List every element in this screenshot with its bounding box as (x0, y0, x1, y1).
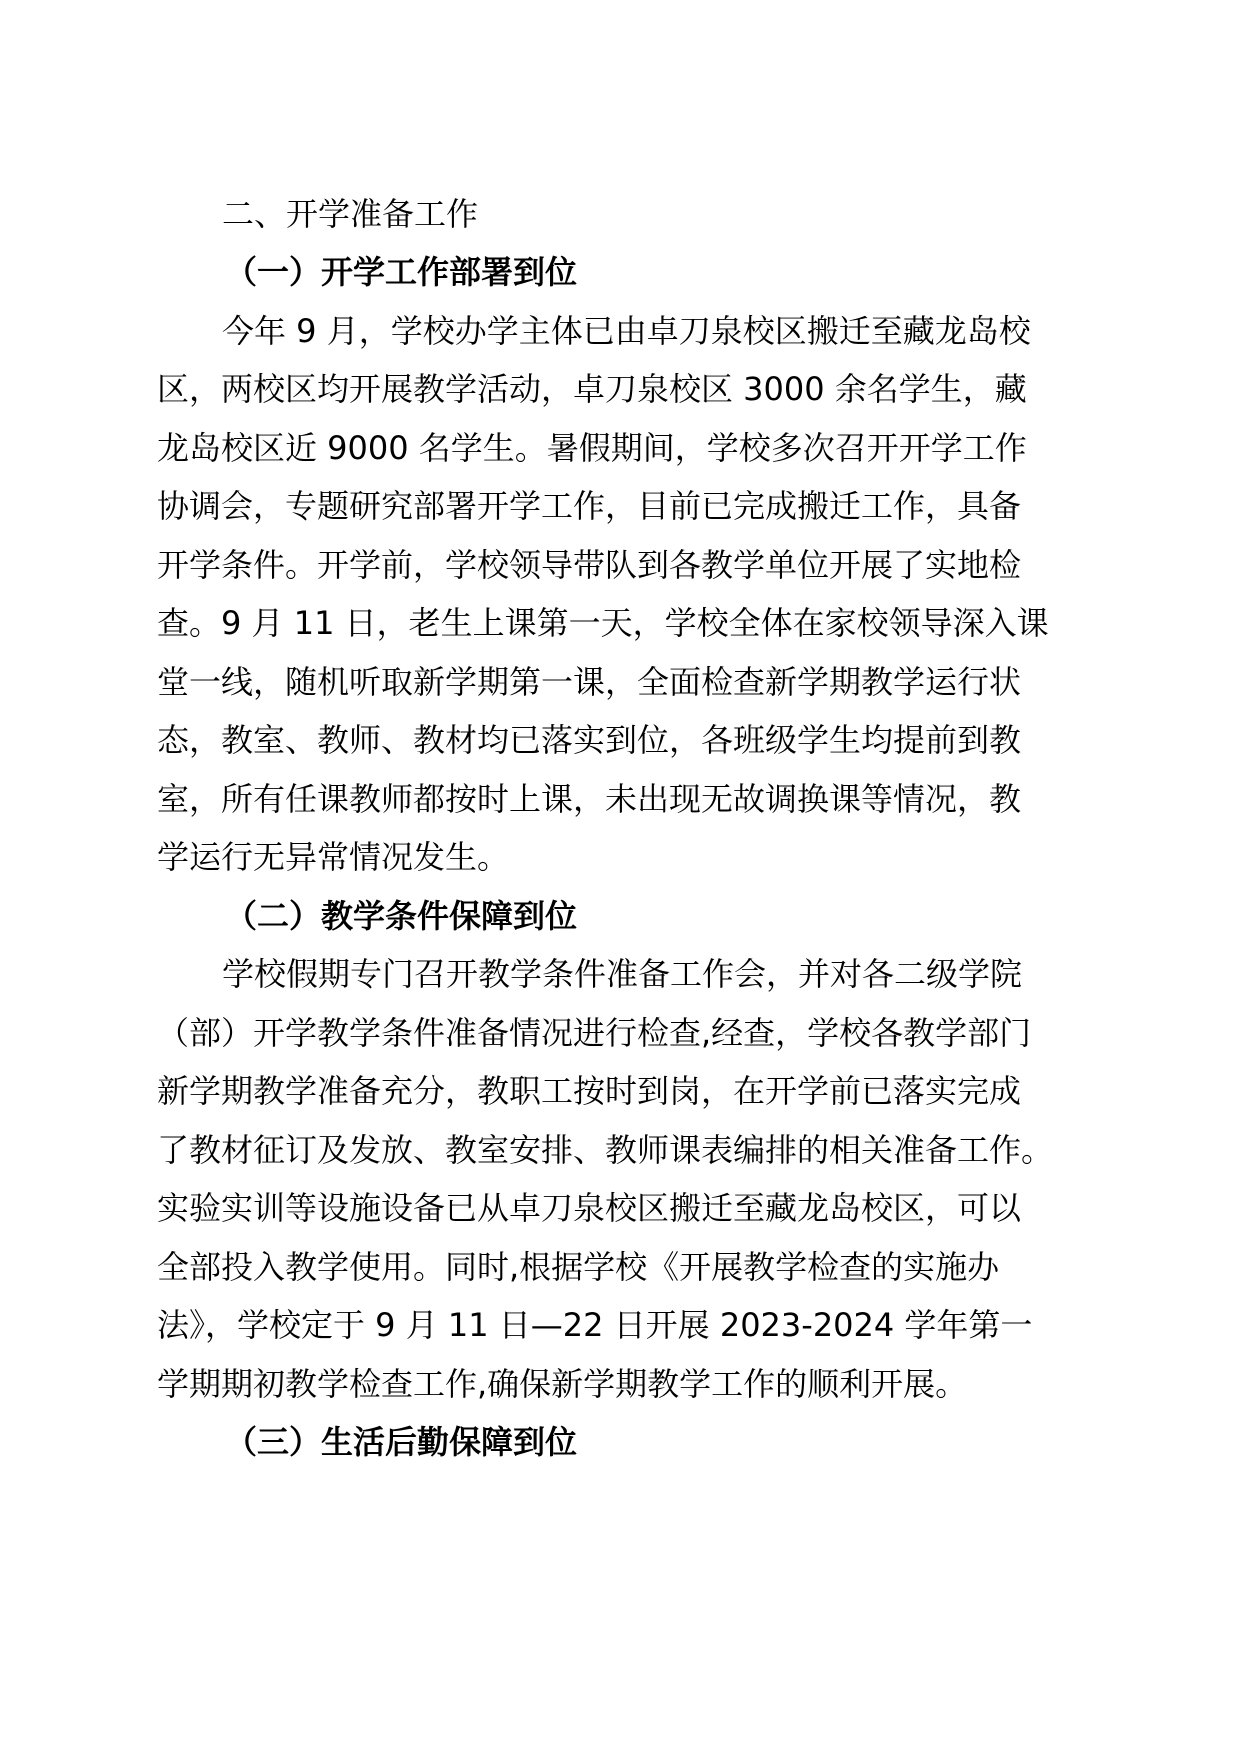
paragraph-line: 实验实训等设施设备已从卓刀泉校区搬迁至藏龙岛校区，可以 (157, 1189, 1022, 1227)
subsection-heading-1: （一）开学工作部署到位 (225, 253, 578, 291)
paragraph-line: 法》，学校定于 9 月 11 日—22 日开展 2023-2024 学年第一 (157, 1306, 1033, 1344)
paragraph-line: 室，所有任课教师都按时上课，未出现无故调换课等情况，教 (157, 780, 1022, 818)
paragraph-line: 今年 9 月，学校办学主体已由卓刀泉校区搬迁至藏龙岛校 (222, 312, 1031, 350)
paragraph-line: 龙岛校区近 9000 名学生。暑假期间，学校多次召开开学工作 (157, 429, 1027, 467)
paragraph-line: 态，教室、教师、教材均已落实到位，各班级学生均提前到教 (157, 721, 1022, 759)
paragraph-line: 协调会，专题研究部署开学工作，目前已完成搬迁工作，具备 (157, 487, 1022, 525)
paragraph-line: 了教材征订及发放、教室安排、教师课表编排的相关准备工作。 (157, 1131, 1054, 1169)
paragraph-line: 堂一线，随机听取新学期第一课，全面检查新学期教学运行状 (157, 663, 1022, 701)
paragraph-line: 开学条件。开学前，学校领导带队到各教学单位开展了实地检 (157, 546, 1022, 584)
paragraph-line: 新学期教学准备充分，教职工按时到岗，在开学前已落实完成 (157, 1072, 1022, 1110)
paragraph-line: （部）开学教学条件准备情况进行检查,经查，学校各教学部门 (157, 1014, 1032, 1052)
paragraph-line: 查。9 月 11 日，老生上课第一天，学校全体在家校领导深入课 (157, 604, 1049, 642)
paragraph-line: 区，两校区均开展教学活动，卓刀泉校区 3000 余名学生，藏 (157, 370, 1027, 408)
subsection-heading-3: （三）生活后勤保障到位 (225, 1423, 578, 1461)
paragraph-line: 学期期初教学检查工作,确保新学期教学工作的顺利开展。 (157, 1365, 968, 1403)
paragraph-line: 学校假期专门召开教学条件准备工作会，并对各二级学院 (222, 955, 1023, 993)
paragraph-line: 学运行无异常情况发生。 (157, 838, 510, 876)
paragraph-line: 全部投入教学使用。同时,根据学校《开展教学检查的实施办 (157, 1248, 1000, 1286)
subsection-heading-2: （二）教学条件保障到位 (225, 897, 578, 935)
section-title: 二、开学准备工作 (222, 195, 479, 233)
